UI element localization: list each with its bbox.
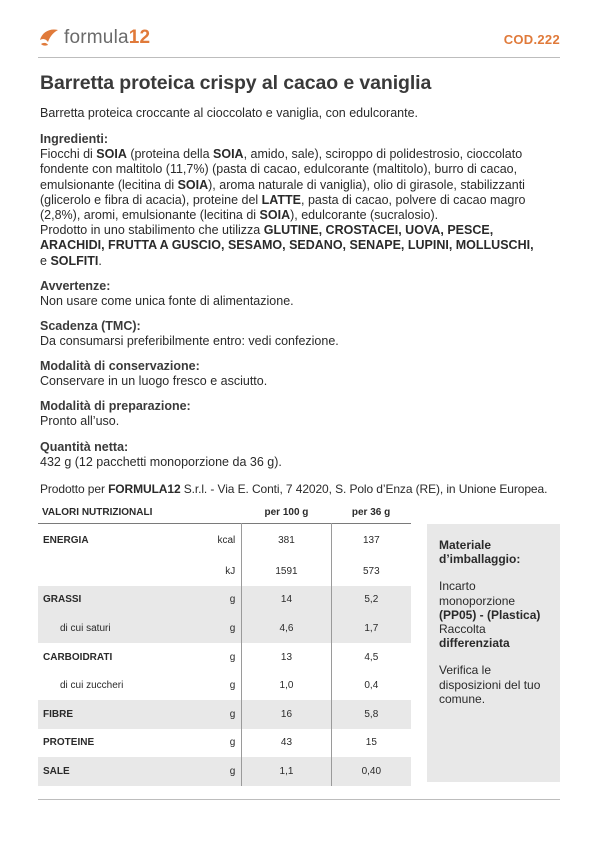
nutrient-unit: g	[229, 680, 236, 692]
section-heading: Quantità netta:	[40, 439, 129, 454]
section-heading: Avvertenze:	[40, 278, 111, 293]
packaging-heading: Materiale d’imballaggio:	[439, 538, 521, 567]
nutrition-row	[38, 643, 411, 672]
packaging-box	[427, 524, 560, 782]
nutrition-row	[38, 586, 411, 615]
value-per-36g: 137	[331, 523, 411, 557]
nutrition-row	[38, 523, 411, 557]
nutrition-row	[38, 757, 411, 786]
ingredients-heading: Ingredienti:	[40, 132, 109, 147]
nutrient-name: PROTEINE	[43, 737, 95, 749]
section-text: Pronto all’uso.	[40, 414, 120, 429]
section-text: Non usare come unica fonte di alimentazione.	[40, 293, 294, 308]
nutrient-name: SALE	[38, 757, 193, 786]
packaging-note: Verifica le disposizioni del tuo comune.	[439, 663, 541, 706]
value-per-100g: 16	[242, 700, 331, 729]
section-text: Da consumarsi preferibilmente entro: vedi confezione.	[40, 334, 339, 349]
product-description: Barretta proteica croccante al cioccolato e vaniglia, con edulcorante.	[40, 106, 418, 120]
net-quantity-section	[40, 440, 560, 470]
storage-section	[40, 359, 560, 389]
expiry-section	[40, 319, 560, 349]
product-title: Barretta proteica crispy al cacao e vaniglia	[40, 72, 432, 94]
value-per-100g: 13	[242, 643, 331, 672]
value-per-36g: 15	[331, 729, 411, 758]
brand-logo	[38, 22, 150, 54]
section-heading: Modalità di preparazione:	[40, 399, 191, 414]
ingredients-section	[40, 132, 560, 269]
nutrient-name: di cui saturi	[38, 614, 193, 643]
product-details	[40, 106, 560, 480]
packaging-line: Raccolta	[439, 622, 486, 637]
value-per-100g: 381	[242, 523, 331, 557]
logo-text: formula12	[64, 27, 151, 48]
warnings-section	[40, 279, 560, 309]
value-per-100g: 1591	[242, 557, 331, 586]
value-per-36g: 0,40	[331, 757, 411, 786]
nutrient-name: ENERGIA	[43, 534, 89, 546]
nutrient-unit: g	[193, 757, 242, 786]
value-per-100g: 43	[242, 729, 331, 758]
nutrition-header-row	[38, 503, 411, 523]
nutrient-unit: g	[193, 700, 242, 729]
nutrition-header-per36: per 36 g	[351, 507, 391, 519]
nutrition-row	[38, 729, 411, 758]
value-per-36g: 1,7	[331, 614, 411, 643]
nutrition-header-per100: per 100 g	[264, 507, 309, 519]
nutrition-row	[38, 700, 411, 729]
product-code: COD.222	[503, 32, 560, 47]
value-per-36g: 0,4	[331, 671, 411, 700]
top-divider	[38, 57, 560, 58]
allergen-statement: Prodotto in uno stabilimento che utilizza GLUTINE, CROSTACEI, UOVA, PESCE, ARACHIDI, FRUTTA A GUSCIO, SESAMO, SEDANO, SENAPE, LUPINI, MOLLUSCHI, e SOLFITI.	[40, 223, 534, 268]
leaf-icon	[38, 26, 60, 50]
nutrient-unit: kcal	[217, 534, 236, 546]
packaging-material: (PP05) - (Plastica)	[439, 607, 541, 622]
nutrient-name	[38, 557, 193, 586]
nutrient-name: FIBRE	[38, 700, 193, 729]
bottom-divider	[38, 799, 560, 800]
value-per-36g: 5,8	[331, 700, 411, 729]
value-per-36g: 5,2	[331, 586, 411, 615]
nutrient-name: GRASSI	[38, 586, 193, 615]
nutrient-unit: g	[193, 614, 242, 643]
nutrient-unit: g	[193, 586, 242, 615]
header	[38, 22, 562, 54]
nutrient-unit: kJ	[225, 565, 236, 577]
value-per-100g: 1,1	[242, 757, 331, 786]
packaging-disposal: differenziata	[439, 636, 510, 651]
nutrient-name: CARBOIDRATI	[43, 651, 113, 663]
nutrition-row	[38, 614, 411, 643]
value-per-36g: 4,5	[331, 643, 411, 672]
nutrient-unit: g	[229, 737, 236, 749]
packaging-line: Incarto monoporzione	[439, 579, 516, 608]
nutrition-header-label: VALORI NUTRIZIONALI	[42, 507, 153, 519]
producer-info: Prodotto per FORMULA12 S.r.l. - Via E. Conti, 7 42020, S. Polo d’Enza (RE), in Unione Europea.	[40, 482, 548, 496]
nutrition-table	[38, 503, 411, 786]
preparation-section	[40, 399, 560, 429]
nutrient-name: di cui zuccheri	[60, 680, 124, 692]
section-text: Conservare in un luogo fresco e asciutto.	[40, 374, 268, 389]
value-per-100g: 14	[242, 586, 331, 615]
nutrition-row	[38, 557, 411, 586]
section-text: 432 g (12 pacchetti monoporzione da 36 g).	[40, 454, 282, 469]
ingredients-text: Fiocchi di SOIA (proteina della SOIA, amido, sale), sciroppo di polidestrosio, cioccolato fondente con maltitolo (11,7%) (pasta di cacao, edulcorante (maltitolo), burro di cacao, emulsionante (lecitina di SOIA), aroma naturale di vaniglia), olio di girasole, stabilizzanti (glicerolo e fibra di acacia), proteine del LATTE, pasta di cacao, polvere di cacao magro (2,8%), aromi, emulsionante (lecitina di SOIA), edulcorante (sucralosio).	[40, 147, 526, 223]
value-per-100g: 1,0	[242, 671, 331, 700]
section-heading: Scadenza (TMC):	[40, 319, 141, 334]
value-per-100g: 4,6	[242, 614, 331, 643]
value-per-36g: 573	[331, 557, 411, 586]
section-heading: Modalità di conservazione:	[40, 359, 200, 374]
nutrition-row	[38, 671, 411, 700]
nutrient-unit: g	[229, 651, 236, 663]
